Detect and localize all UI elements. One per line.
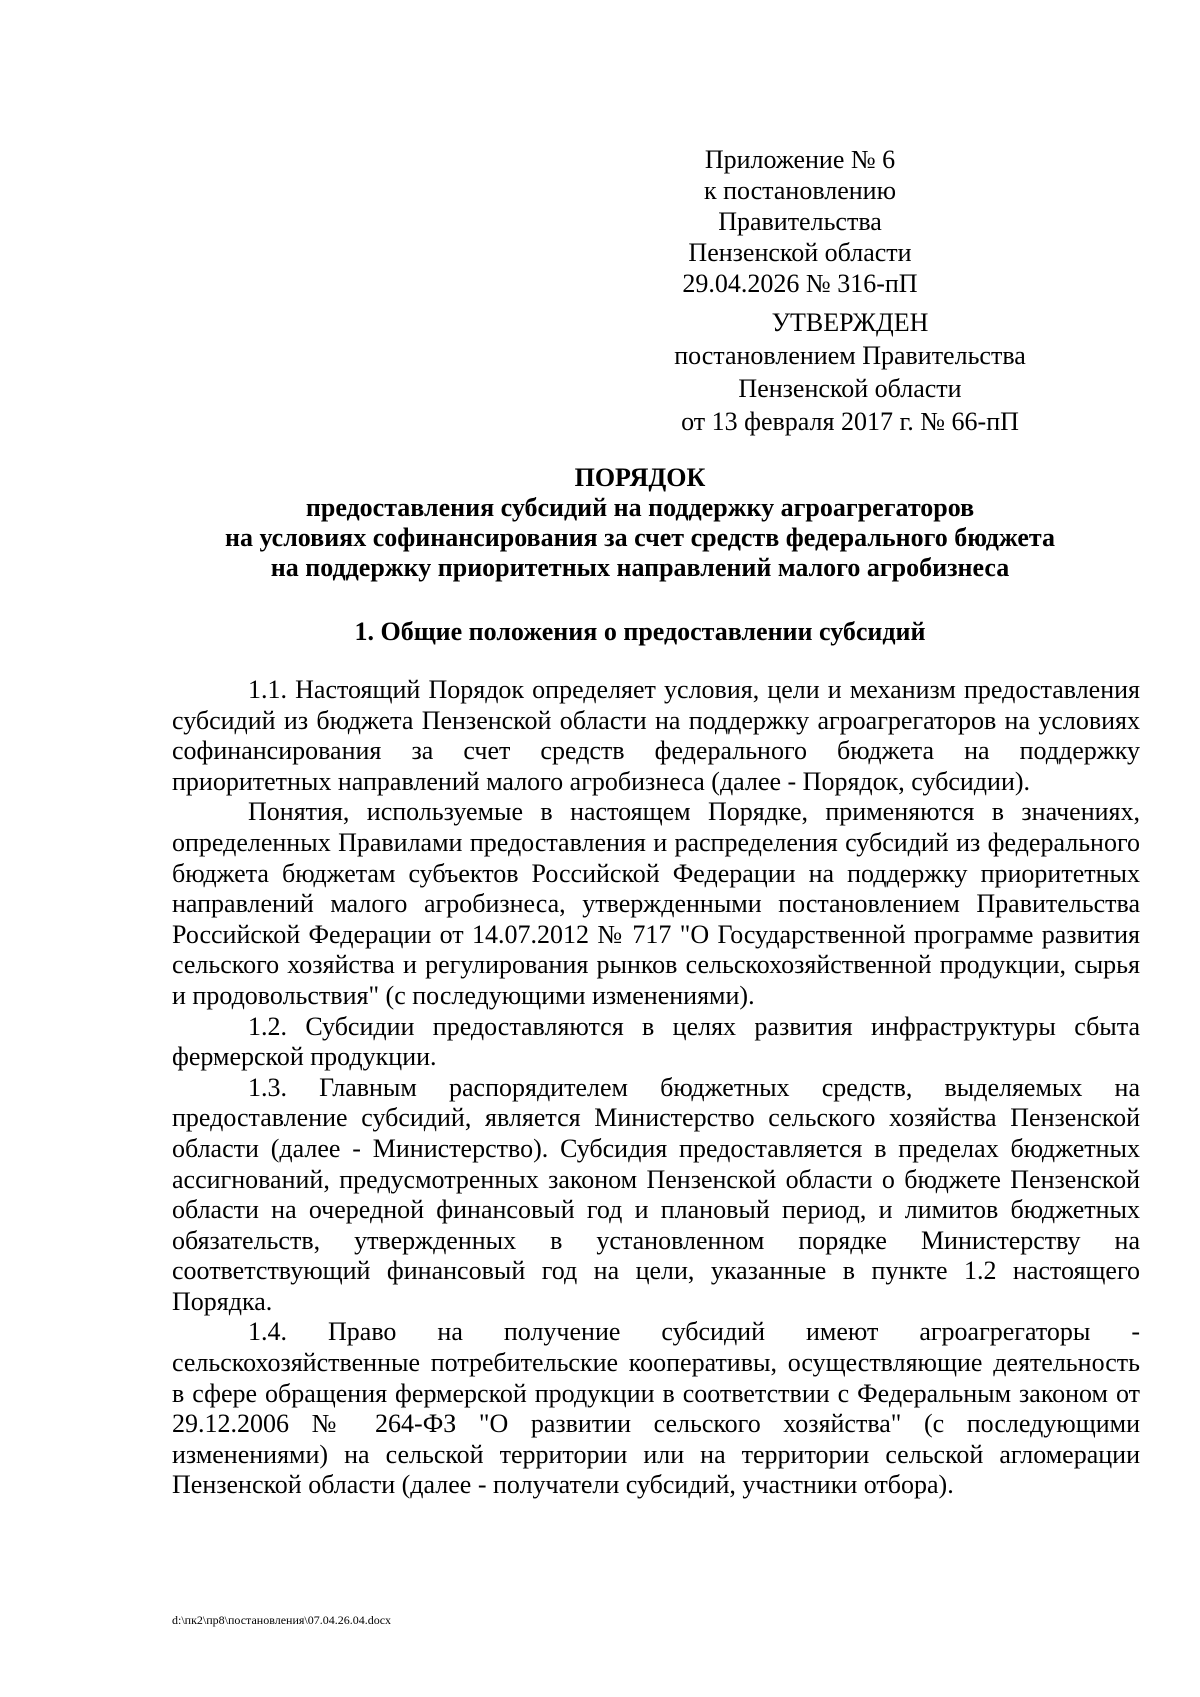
footer-file-path: d:\пк2\пр8\постановления\07.04.26.04.docx: [172, 1613, 392, 1627]
approved-date-number: от 13 февраля 2017 г. № 66-пП: [681, 407, 1019, 436]
title-line-4: на поддержку приоритетных направлений малого агробизнеса: [270, 553, 1010, 582]
title-line-3: на условиях софинансирования за счет средств федерального бюджета: [225, 523, 1055, 552]
paragraph-1-4: 1.4. Право на получение субсидий имеют агроагрегаторы - сельскохозяйственные потребительские кооперативы, осуществляющие деятельность в сфере обращения фермерской продукции в соответствии с Федеральным законом от 29.12.2006 № 264-ФЗ "О развитии сельского хозяйства" (с последующими изменениями) на сельской территории или на территории сельской агломерации Пензенской области (далее - получатели субсидий, участники отбора).: [172, 1317, 1140, 1500]
section-heading: 1. Общие положения о предоставлении субсидий: [354, 617, 926, 646]
title-line-2: предоставления субсидий на поддержку агроагрегаторов: [305, 493, 975, 522]
paragraph-1-2: 1.2. Субсидии предоставляются в целях развития инфраструктуры сбыта фермерской продукции.: [172, 1011, 1140, 1072]
approved-region: Пензенской области: [738, 374, 962, 403]
paragraph-definitions: Понятия, используемые в настоящем Порядке, применяются в значениях, определенных Правилами предоставления и распределения субсидий из федерального бюджета бюджетам субъектов Российской Федерации на поддержку приоритетных направлений малого агробизнеса, утвержденными постановлением Правительства Российской Федерации от 14.07.2012 № 717 "О Государственной программе развития сельского хозяйства и регулирования рынков сельскохозяйственной продукции, сырья и продовольствия" (с последующими изменениями).: [172, 797, 1140, 1010]
appendix-date-number: 29.04.2026 № 316-пП: [682, 269, 918, 298]
approved-block: [620, 306, 1080, 438]
section-body: [172, 675, 1140, 1501]
appendix-block: [620, 144, 980, 299]
paragraph-1-1: 1.1. Настоящий Порядок определяет условия, цели и механизм предоставления субсидий из бюджета Пензенской области на поддержку агроагрегаторов на условиях софинансирования за счет средств федерального бюджета на поддержку приоритетных направлений малого агробизнеса (далее - Порядок, субсидии).: [172, 675, 1140, 796]
appendix-ref: к постановлению Правительства: [703, 176, 897, 236]
document-title: [160, 463, 1120, 583]
approved-label: УТВЕРЖДЕН: [771, 308, 929, 337]
paragraph-1-3: 1.3. Главным распорядителем бюджетных средств, выделяемых на предоставление субсидий, является Министерство сельского хозяйства Пензенской области (далее - Министерство). Субсидия предоставляется в пределах бюджетных ассигнований, предусмотренных законом Пензенской области о бюджете Пензенской области на очередной финансовый год и плановый период, и лимитов бюджетных обязательств, утвержденных в установленном порядке Министерству на соответствующий финансовый год на цели, указанные в пункте 1.2 настоящего Порядка.: [172, 1072, 1140, 1316]
title-main: ПОРЯДОК: [574, 463, 706, 492]
appendix-number: Приложение № 6: [704, 145, 896, 174]
appendix-region: Пензенской области: [688, 238, 912, 267]
approved-by: постановлением Правительства: [674, 341, 1026, 370]
